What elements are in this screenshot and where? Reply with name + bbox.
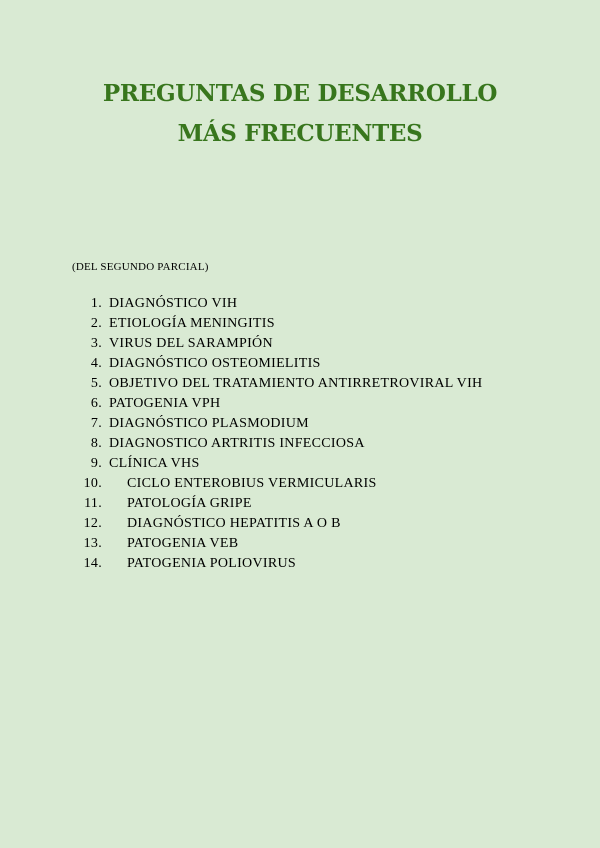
list-item	[0, 294, 600, 314]
list-item	[0, 374, 600, 394]
list-item-text: PATOGENIA VPH	[109, 396, 221, 411]
list-item-number: 7.	[90, 416, 102, 431]
list-item-number: 9.	[90, 456, 102, 471]
list-item	[0, 414, 600, 434]
list-item-number: 3.	[90, 336, 102, 351]
list-item-text: DIAGNOSTICO ARTRITIS INFECCIOSA	[109, 436, 365, 451]
list-item	[0, 554, 600, 574]
page-title	[0, 74, 600, 154]
page-title-line-1: PREGUNTAS DE DESARROLLO	[102, 80, 498, 107]
list-item	[0, 394, 600, 414]
list-item-number: 14.	[83, 556, 102, 571]
list-item	[0, 474, 600, 494]
list-item-text: OBJETIVO DEL TRATAMIENTO ANTIRRETROVIRAL VIH	[109, 376, 483, 391]
list-item	[0, 494, 600, 514]
list-item-number: 13.	[83, 536, 102, 551]
list-item-number: 12.	[83, 516, 102, 531]
list-item-text: DIAGNÓSTICO PLASMODIUM	[109, 416, 309, 431]
list-item-number: 5.	[90, 376, 102, 391]
list-item	[0, 534, 600, 554]
list-item-text: DIAGNÓSTICO VIH	[109, 296, 238, 311]
list-item	[0, 454, 600, 474]
list-item	[0, 334, 600, 354]
list-item-number: 8.	[90, 436, 102, 451]
list-item-text: CLÍNICA VHS	[109, 456, 200, 471]
list-item	[0, 314, 600, 334]
page-title-line-2: MÁS FRECUENTES	[177, 120, 423, 147]
list-item-text: PATOGENIA VEB	[127, 536, 239, 551]
list-item-number: 4.	[90, 356, 102, 371]
list-item	[0, 354, 600, 374]
list-item	[0, 514, 600, 534]
list-item-text: CICLO ENTEROBIUS VERMICULARIS	[127, 476, 377, 491]
question-list	[0, 294, 600, 574]
list-item-text: ETIOLOGÍA MENINGITIS	[109, 316, 275, 331]
list-item-text: DIAGNÓSTICO HEPATITIS A O B	[127, 516, 341, 531]
list-item-number: 10.	[83, 476, 102, 491]
list-item-number: 11.	[84, 496, 102, 511]
list-item-text: PATOGENIA POLIOVIRUS	[127, 556, 296, 571]
list-item-number: 2.	[90, 316, 102, 331]
list-item-number: 6.	[90, 396, 102, 411]
list-item-text: DIAGNÓSTICO OSTEOMIELITIS	[109, 356, 321, 371]
list-item-text: PATOLOGÍA GRIPE	[127, 496, 252, 511]
list-item-number: 1.	[90, 296, 102, 311]
page-subtitle: (DEL SEGUNDO PARCIAL)	[72, 261, 209, 273]
list-item	[0, 434, 600, 454]
list-item-text: VIRUS DEL SARAMPIÓN	[109, 336, 273, 351]
